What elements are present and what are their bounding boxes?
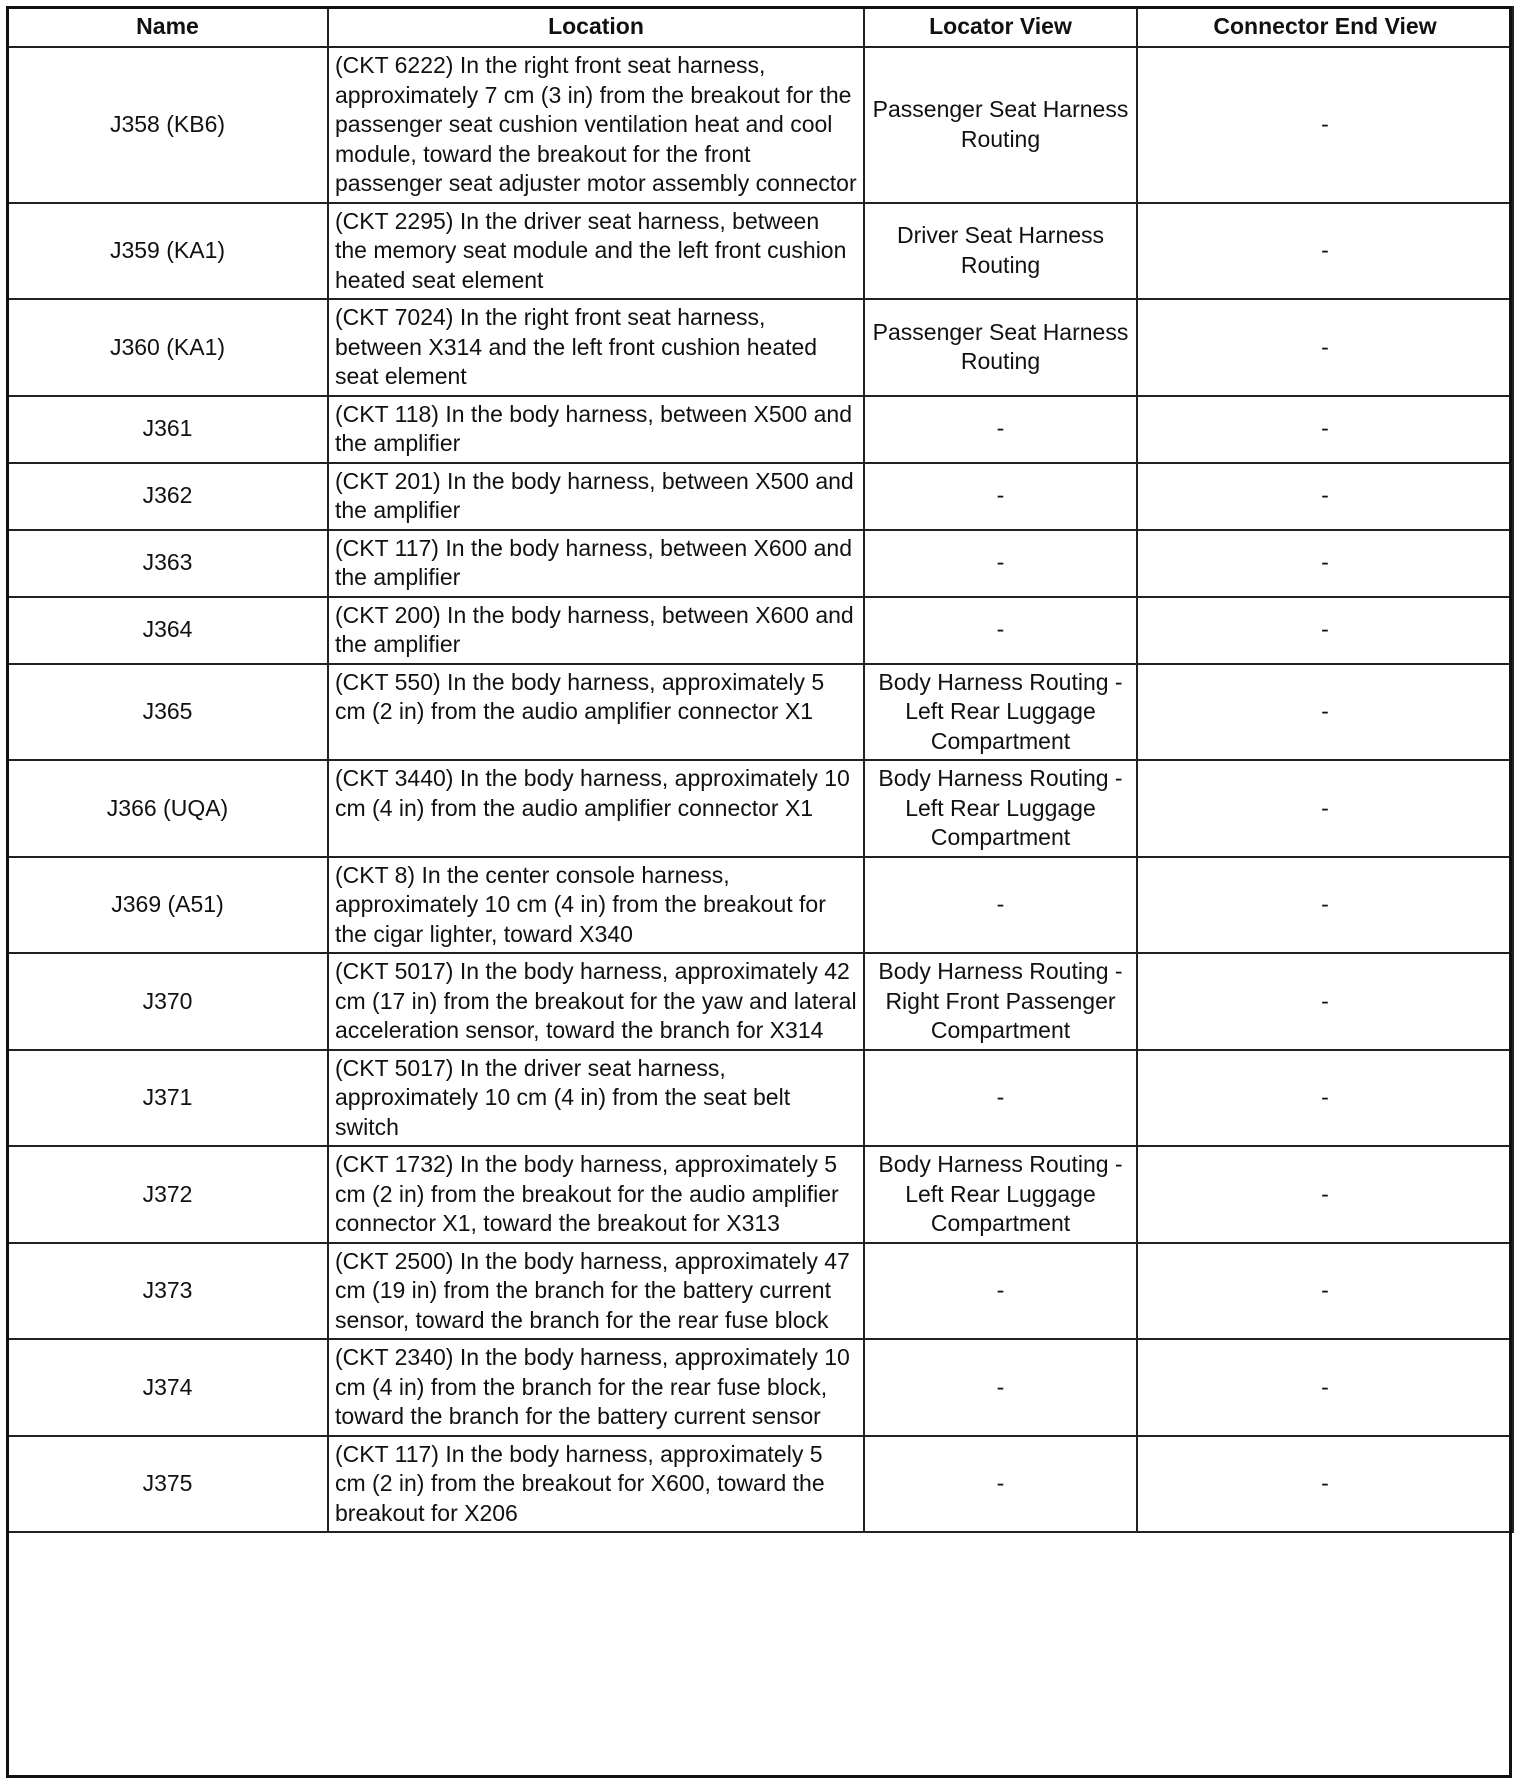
row-locator-view: Driver Seat Harness Routing <box>864 203 1137 300</box>
row-name: J369 (A51) <box>7 857 328 954</box>
row-connector-end-view: - <box>1137 1050 1513 1147</box>
row-locator-view: Body Harness Routing - Right Front Passenger Compartment <box>864 953 1137 1050</box>
header-location: Location <box>328 7 864 47</box>
row-locator-view: Passenger Seat Harness Routing <box>864 47 1137 203</box>
row-locator-view: Body Harness Routing - Left Rear Luggage Compartment <box>864 1146 1137 1243</box>
row-location: (CKT 5017) In the driver seat harness, approximately 10 cm (4 in) from the seat belt switch <box>328 1050 864 1147</box>
row-location: (CKT 201) In the body harness, between X500 and the amplifier <box>328 463 864 530</box>
table-row <box>7 857 1513 954</box>
table-row <box>7 463 1513 530</box>
row-name: J362 <box>7 463 328 530</box>
row-connector-end-view: - <box>1137 203 1513 300</box>
row-connector-end-view: - <box>1137 463 1513 530</box>
row-location: (CKT 117) In the body harness, approximately 5 cm (2 in) from the breakout for X600, toward the breakout for X206 <box>328 1436 864 1533</box>
table-row <box>7 530 1513 597</box>
row-connector-end-view: - <box>1137 597 1513 664</box>
row-locator-view: - <box>864 1050 1137 1147</box>
row-connector-end-view: - <box>1137 530 1513 597</box>
row-location: (CKT 5017) In the body harness, approximately 42 cm (17 in) from the breakout for the yaw and lateral acceleration sensor, toward the branch for X314 <box>328 953 864 1050</box>
row-location: (CKT 200) In the body harness, between X600 and the amplifier <box>328 597 864 664</box>
row-connector-end-view: - <box>1137 396 1513 463</box>
table-row <box>7 1050 1513 1147</box>
row-name: J374 <box>7 1339 328 1436</box>
row-connector-end-view: - <box>1137 857 1513 954</box>
header-connector-end-view: Connector End View <box>1137 7 1513 47</box>
table-row <box>7 299 1513 396</box>
row-connector-end-view: - <box>1137 1146 1513 1243</box>
row-locator-view: Body Harness Routing - Left Rear Luggage Compartment <box>864 760 1137 857</box>
header-locator-view: Locator View <box>864 7 1137 47</box>
row-connector-end-view: - <box>1137 664 1513 761</box>
row-location: (CKT 1732) In the body harness, approximately 5 cm (2 in) from the breakout for the audio amplifier connector X1, toward the breakout for X313 <box>328 1146 864 1243</box>
row-name: J366 (UQA) <box>7 760 328 857</box>
row-location: (CKT 7024) In the right front seat harness, between X314 and the left front cushion heated seat element <box>328 299 864 396</box>
row-connector-end-view: - <box>1137 1436 1513 1533</box>
table-row <box>7 1146 1513 1243</box>
row-locator-view: Body Harness Routing - Left Rear Luggage Compartment <box>864 664 1137 761</box>
row-locator-view: Passenger Seat Harness Routing <box>864 299 1137 396</box>
row-location: (CKT 2500) In the body harness, approximately 47 cm (19 in) from the branch for the battery current sensor, toward the branch for the rear fuse block <box>328 1243 864 1340</box>
row-location: (CKT 8) In the center console harness, approximately 10 cm (4 in) from the breakout for the cigar lighter, toward X340 <box>328 857 864 954</box>
row-connector-end-view: - <box>1137 760 1513 857</box>
row-locator-view: - <box>864 396 1137 463</box>
table-row <box>7 47 1513 203</box>
table-row <box>7 1436 1513 1533</box>
row-connector-end-view: - <box>1137 299 1513 396</box>
row-name: J371 <box>7 1050 328 1147</box>
row-location: (CKT 6222) In the right front seat harness, approximately 7 cm (3 in) from the breakout for the passenger seat cushion ventilation heat and cool module, toward the breakout for the front passenger seat adjuster motor assembly connector <box>328 47 864 203</box>
row-locator-view: - <box>864 1339 1137 1436</box>
row-location: (CKT 118) In the body harness, between X500 and the amplifier <box>328 396 864 463</box>
table-row <box>7 597 1513 664</box>
row-locator-view: - <box>864 1436 1137 1533</box>
row-connector-end-view: - <box>1137 1243 1513 1340</box>
splice-location-table <box>6 6 1514 1533</box>
table-row <box>7 953 1513 1050</box>
row-location: (CKT 550) In the body harness, approximately 5 cm (2 in) from the audio amplifier connector X1 <box>328 664 864 761</box>
row-locator-view: - <box>864 463 1137 530</box>
row-location: (CKT 3440) In the body harness, approximately 10 cm (4 in) from the audio amplifier connector X1 <box>328 760 864 857</box>
row-name: J364 <box>7 597 328 664</box>
row-name: J372 <box>7 1146 328 1243</box>
row-locator-view: - <box>864 857 1137 954</box>
row-name: J361 <box>7 396 328 463</box>
row-name: J375 <box>7 1436 328 1533</box>
row-name: J363 <box>7 530 328 597</box>
header-row <box>7 7 1513 47</box>
row-location: (CKT 2340) In the body harness, approximately 10 cm (4 in) from the branch for the rear fuse block, toward the branch for the battery current sensor <box>328 1339 864 1436</box>
row-location: (CKT 2295) In the driver seat harness, between the memory seat module and the left front cushion heated seat element <box>328 203 864 300</box>
table-row <box>7 1243 1513 1340</box>
row-connector-end-view: - <box>1137 1339 1513 1436</box>
row-connector-end-view: - <box>1137 953 1513 1050</box>
row-locator-view: - <box>864 1243 1137 1340</box>
table-row <box>7 664 1513 761</box>
table-row <box>7 760 1513 857</box>
row-name: J373 <box>7 1243 328 1340</box>
row-locator-view: - <box>864 597 1137 664</box>
header-name: Name <box>7 7 328 47</box>
row-connector-end-view: - <box>1137 47 1513 203</box>
table-row <box>7 203 1513 300</box>
row-name: J370 <box>7 953 328 1050</box>
row-name: J359 (KA1) <box>7 203 328 300</box>
row-location: (CKT 117) In the body harness, between X600 and the amplifier <box>328 530 864 597</box>
row-name: J360 (KA1) <box>7 299 328 396</box>
row-name: J358 (KB6) <box>7 47 328 203</box>
table-row <box>7 1339 1513 1436</box>
row-name: J365 <box>7 664 328 761</box>
row-locator-view: - <box>864 530 1137 597</box>
table-row <box>7 396 1513 463</box>
